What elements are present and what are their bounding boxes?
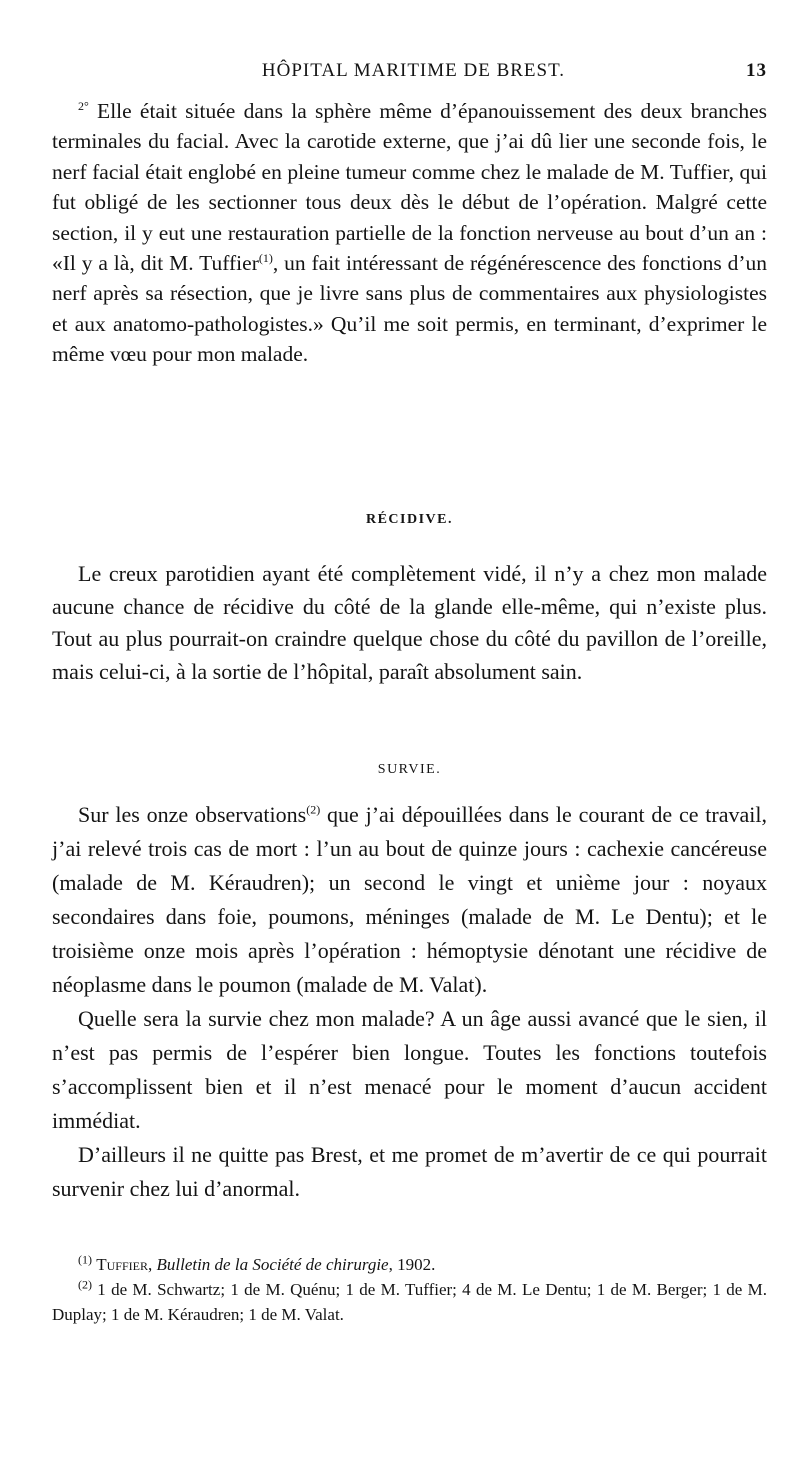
text-segment: ,	[147, 1255, 157, 1274]
footnote-text: 1 de M. Schwartz; 1 de M. Quénu; 1 de M. Tuffier; 4 de M. Le Dentu; 1 de M. Berger; 1 de M. Duplay; 1 de M. Kéraudren; 1 de M. Valat.	[52, 1280, 767, 1324]
paragraph-text: Quelle sera la survie chez mon malade? A un âge aussi avancé que le sien, il n’est pas permis de l’espérer bien longue. Toutes les fonctions toutefois s’accomplissent bien et il n’est menacé pour le moment d’aucun accident immédiat.	[52, 1006, 767, 1133]
paragraph-survie	[52, 798, 767, 1206]
paragraph-text	[52, 96, 767, 370]
footnotes	[52, 1252, 767, 1327]
footnote-author: Tuffier	[96, 1255, 148, 1274]
paragraph-text: D’ailleurs il ne quitte pas Brest, et me promet de m’avertir de ce qui pourrait survenir chez lui d’anormal.	[52, 1142, 767, 1201]
footnote-ref-2: (2)	[306, 802, 321, 817]
paragraph-recidive	[52, 558, 767, 688]
paragraph-text: Le creux parotidien ayant été complètement vidé, il n’y a chez mon malade aucune chance de récidive du côté de la glande elle-même, qui n’existe plus. Tout au plus pourrait-on craindre quelque chose du côté du pavillon de l’oreille, mais celui-ci, à la sortie de l’hôpital, paraît absolument sain.	[52, 561, 767, 684]
text-segment: que j’ai dépouillées dans le courant de ce travail, j’ai relevé trois cas de mort : l’un au bout de quinze jours : cachexie cancéreuse (malade de M. Kéraudren); un second le vingt et unième jour : noyaux secondaires dans foie, poumons, méninges (malade de M. Le Dentu); et le troisième onze mois après l’opération : hémoptysie dénotant une récidive de néoplasme dans le poumon (malade de M. Valat).	[52, 802, 768, 997]
footnote-2	[52, 1277, 767, 1327]
section-heading-recidive: RÉCIDIVE.	[365, 512, 453, 527]
footnote-1	[52, 1252, 767, 1277]
section-heading-survie: SURVIE.	[377, 762, 442, 777]
page-number: 13	[746, 60, 767, 81]
footnote-title: Bulletin de la Société de chirurgie	[156, 1255, 389, 1274]
footnote-marker: (1)	[78, 1252, 92, 1267]
paragraph-text	[52, 798, 767, 1002]
footnote-ref-1: (1)	[258, 250, 273, 265]
text-segment: , un fait intéressant de régénérescence des fonctions d’un nerf après sa résection, que je livre sans plus de commentaires aux physiologistes et aux anatomo-pathologistes.» Qu’il me soit permis, en terminant, d’exprimer le même vœu pour mon malade.	[52, 251, 767, 367]
paragraph-number: 2°	[78, 98, 89, 113]
text-segment: Elle était située dans la sphère même d’épanouissement des deux branches terminales du facial. Avec la carotide externe, que j’ai dû lier une seconde fois, le nerf facial était englobé en pleine tumeur comme chez le malade de M. Tuffier, qui fut obligé de les sectionner tous deux dès le début de l’opération. Malgré cette section, il y eut une restauration partielle de la fonction nerveuse au bout d’un an : «Il y a là, dit M. Tuffier	[52, 99, 767, 276]
footnote-marker: (2)	[78, 1277, 92, 1292]
text-segment: Sur les onze observations	[78, 802, 307, 827]
text-segment: , 1902.	[388, 1255, 436, 1274]
running-head-title: HÔPITAL MARITIME DE BREST.	[261, 60, 566, 81]
running-head	[52, 60, 767, 90]
paragraph-facial-nerve	[52, 96, 767, 370]
